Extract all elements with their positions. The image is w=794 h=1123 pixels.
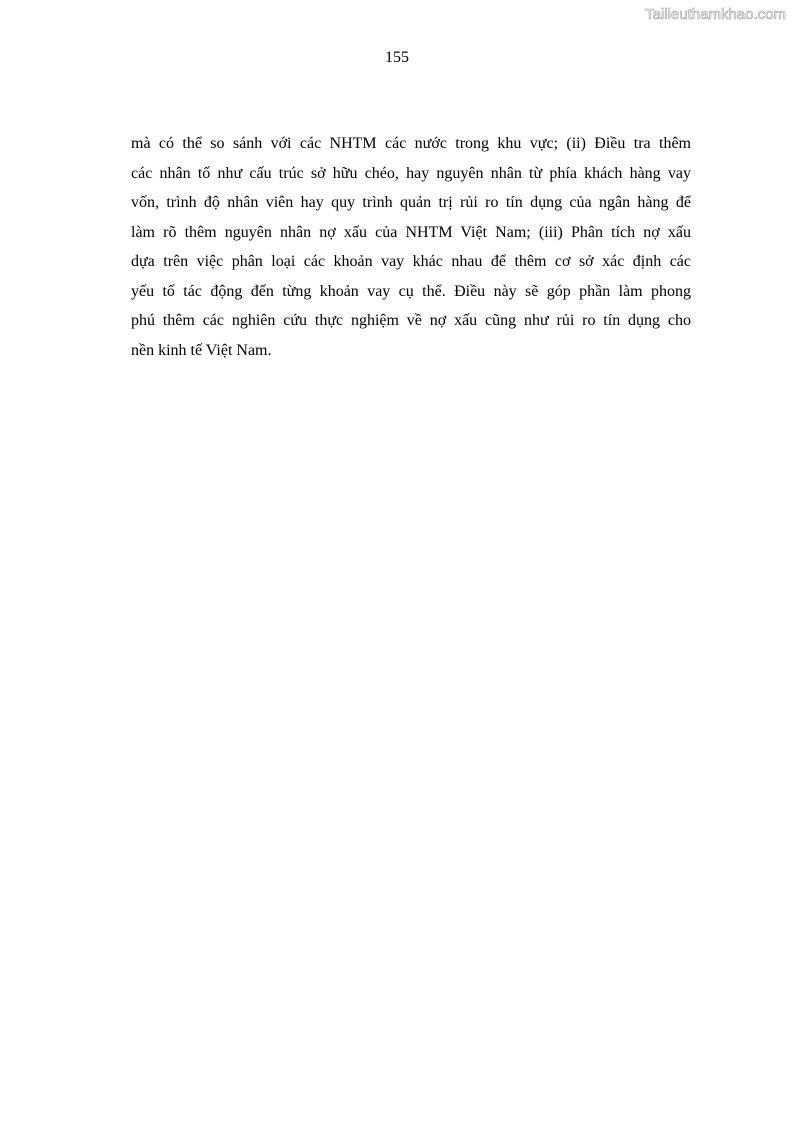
body-paragraph	[131, 129, 691, 365]
paragraph-line: vốn, trình độ nhân viên hay quy trình quản trị rủi ro tín dụng của ngân hàng để	[131, 194, 691, 211]
paragraph-line: nền kinh tế Việt Nam.	[131, 341, 272, 359]
paragraph-line: các nhân tố như cấu trúc sở hữu chéo, hay nguyên nhân từ phía khách hàng vay	[131, 164, 691, 182]
paragraph-line: phú thêm các nghiên cứu thực nghiệm về nợ xấu cũng như rủi ro tín dụng cho	[131, 312, 691, 329]
watermark-text: Tailieuthamkhao.com	[645, 6, 786, 23]
paragraph-line: mà có thể so sánh với các NHTM các nước trong khu vực; (ii) Điều tra thêm	[131, 135, 691, 152]
page-number: 155	[385, 49, 409, 66]
paragraph-line: yếu tố tác động đến từng khoản vay cụ thể. Điều này sẽ góp phần làm phong	[131, 282, 691, 300]
paragraph-line: dựa trên việc phân loại các khoản vay khác nhau để thêm cơ sở xác định các	[131, 253, 691, 270]
paragraph-line: làm rõ thêm nguyên nhân nợ xấu của NHTM Việt Nam; (iii) Phân tích nợ xấu	[131, 223, 691, 241]
